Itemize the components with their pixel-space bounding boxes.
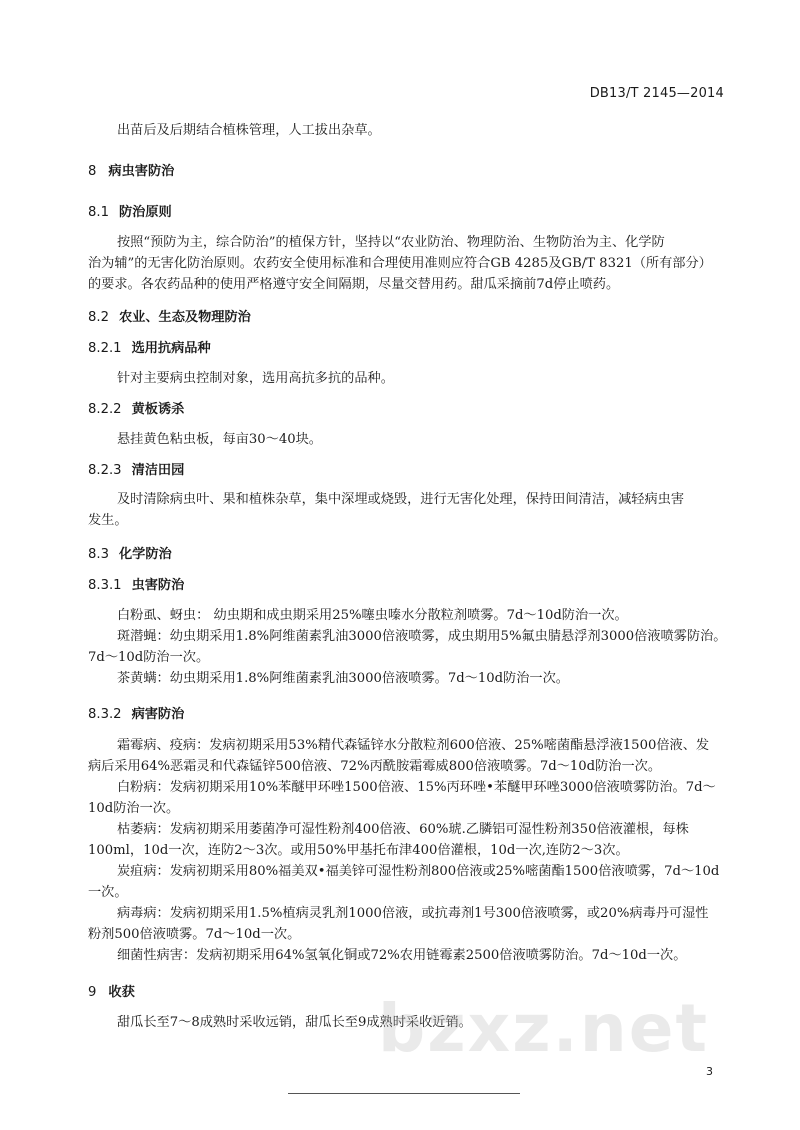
- section-8-3-2-heading: [88, 705, 728, 725]
- paragraph-line: 按照“预防为主，综合防治”的植保方针，坚持以“农业防治、物理防治、生物防治为主、化学防: [117, 235, 665, 250]
- section-number: 8.2: [88, 310, 109, 325]
- list-item: 白粉虱、蚜虫： 幼虫期和成虫期采用25%噻虫嗪水分散粒剂喷雾。7d～10d防治一次。: [117, 608, 628, 623]
- section-number: 8.3: [88, 547, 109, 562]
- list-item: 霜霉病、疫病：发病初期采用53%精代森锰锌水分散粒剂600倍液、25%嘧菌酯悬浮液1500倍液、发: [117, 738, 710, 753]
- standard-code: DB13/T 2145—2014: [589, 86, 724, 101]
- list-item: 茶黄螨：幼虫期采用1.8%阿维菌素乳油3000倍液喷雾。7d～10d防治一次。: [117, 671, 569, 686]
- list-item: 炭疽病：发病初期采用80%福美双•福美锌可湿性粉剂800倍液或25%嘧菌酯1500倍液喷雾，7d～10d: [117, 864, 720, 879]
- section-8-2-2-heading: [88, 400, 728, 420]
- watermark: bzxz.net: [378, 990, 710, 1067]
- section-9-heading: [88, 983, 728, 1003]
- paragraph-line: 悬挂黄色粘虫板，每亩30～40块。: [117, 432, 322, 447]
- section-number: 8.3.1: [88, 578, 122, 593]
- paragraph-line: 的要求。各农药品种的使用严格遵守安全间隔期，尽量交替用药。甜瓜采摘前7d停止喷药。: [88, 277, 620, 292]
- section-8-2-3-heading: [88, 461, 728, 481]
- section-title: 防治原则: [118, 205, 172, 220]
- section-title: 病害防治: [131, 707, 185, 722]
- section-title: 农业、生态及物理防治: [118, 310, 251, 325]
- section-number: 9: [88, 985, 97, 1000]
- intro-paragraph: [88, 120, 728, 141]
- section-title: 虫害防治: [131, 578, 185, 593]
- list-item-continuation: 粉剂500倍液喷雾。7d～10d一次。: [88, 927, 301, 942]
- paragraph-line: 及时清除病虫叶、果和植株杂草，集中深埋或烧毁，进行无害化处理，保持田间清洁，减轻病虫害: [117, 492, 685, 507]
- section-8-heading: [88, 162, 728, 182]
- paragraph-line: 治为辅”的无害化防治原则。农药安全使用标准和合理使用准则应符合GB 4285及GB/T 8321（所有部分）: [88, 256, 712, 271]
- section-title: 黄板诱杀: [131, 402, 185, 417]
- section-number: 8.1: [88, 205, 109, 220]
- section-number: 8.3.2: [88, 707, 122, 722]
- list-item: 细菌性病害：发病初期采用64%氢氧化铜或72%农用链霉素2500倍液喷雾防治。7d～10d一次。: [117, 948, 687, 963]
- section-title: 病虫害防治: [108, 164, 175, 179]
- section-number: 8.2.3: [88, 463, 122, 478]
- paragraph-text: 出苗后及后期结合植株管理，人工拔出杂草。: [117, 123, 381, 138]
- list-item: 白粉病：发病初期采用10%苯醚甲环唑1500倍液、15%丙环唑•苯醚甲环唑3000倍液喷雾防治。7d～: [117, 780, 716, 795]
- list-item: 斑潜蝇：幼虫期采用1.8%阿维菌素乳油3000倍液喷雾，成虫期用5%氟虫腈悬浮剂3000倍液喷雾防治。: [117, 629, 727, 644]
- section-8-2-1-heading: [88, 339, 728, 359]
- section-8-2-2-paragraph: [88, 429, 728, 450]
- list-item-continuation: 7d～10d防治一次。: [88, 650, 210, 665]
- list-item-continuation: 100ml，10d一次，连防2～3次。或用50%甲基托布津400倍灌根，10d一次,连防2～3次。: [88, 843, 629, 858]
- section-title: 化学防治: [118, 547, 172, 562]
- section-number: 8.2.1: [88, 341, 122, 356]
- section-8-3-heading: [88, 545, 728, 565]
- section-9-paragraph: [88, 1012, 728, 1033]
- section-8-3-1-list: [88, 605, 728, 689]
- footer-divider: [288, 1093, 520, 1094]
- page-number: 3: [706, 1065, 713, 1078]
- section-number: 8.2.2: [88, 402, 122, 417]
- list-item: 枯萎病：发病初期采用萎菌净可湿性粉剂400倍液、60%琥.乙膦铝可湿性粉剂350倍液灌根，每株: [117, 822, 689, 837]
- paragraph-line: 发生。: [88, 513, 128, 528]
- section-8-3-2-list: [88, 735, 728, 966]
- list-item-continuation: 病后采用64%恶霜灵和代森锰锌500倍液、72%丙酰胺霜霉威800倍液喷雾。7d～10d防治一次。: [88, 759, 662, 774]
- section-8-2-1-paragraph: [88, 368, 728, 389]
- section-8-2-3-paragraph: [88, 489, 728, 531]
- list-item-continuation: 10d防治一次。: [88, 801, 180, 816]
- section-title: 清洁田园: [131, 463, 185, 478]
- section-8-2-heading: [88, 308, 728, 328]
- section-title: 选用抗病品种: [131, 341, 211, 356]
- section-8-1-paragraph: [88, 232, 728, 295]
- section-title: 收获: [108, 985, 135, 1000]
- section-number: 8: [88, 164, 97, 179]
- paragraph-line: 甜瓜长至7～8成熟时采收远销，甜瓜长至9成熟时采收近销。: [117, 1015, 472, 1030]
- paragraph-line: 针对主要病虫控制对象，选用高抗多抗的品种。: [117, 371, 394, 386]
- list-item: 病毒病：发病初期采用1.5%植病灵乳剂1000倍液，或抗毒剂1号300倍液喷雾，或20%病毒丹可湿性: [117, 906, 709, 921]
- section-8-3-1-heading: [88, 576, 728, 596]
- section-8-1-heading: [88, 203, 728, 223]
- list-item-continuation: 一次。: [88, 885, 128, 900]
